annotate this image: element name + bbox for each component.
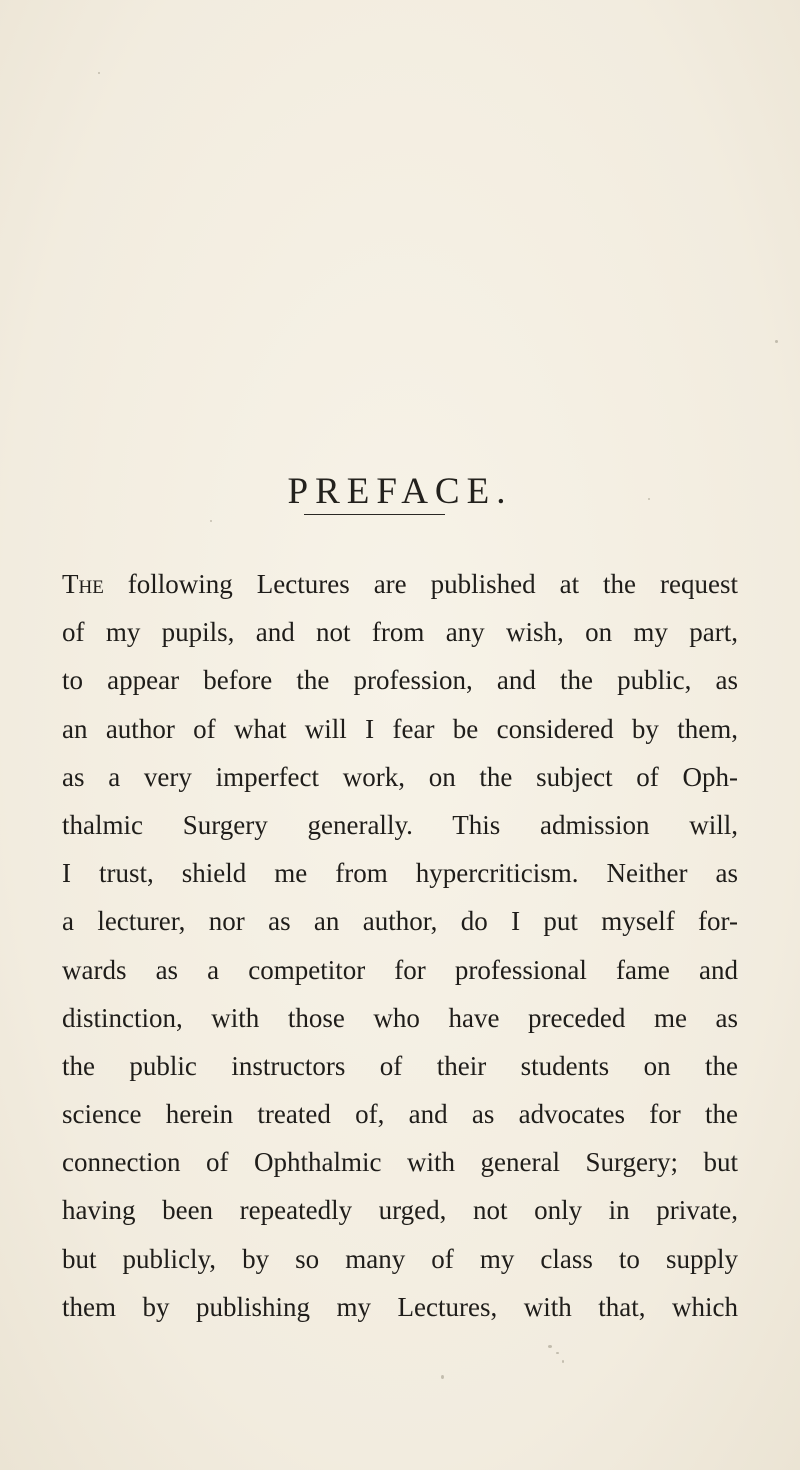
text-line: an author of what will I fear be considered by them, [62, 713, 738, 744]
text-line: as a very imperfect work, on the subject of Oph- [62, 761, 738, 792]
paper-speck [441, 1375, 444, 1379]
text-line: them by publishing my Lectures, with that, which [62, 1291, 738, 1322]
paper-speck [648, 498, 650, 500]
text-line: science herein treated of, and as advocates for the [62, 1099, 738, 1130]
text-line: I trust, shield me from hypercriticism. Neither as [62, 858, 738, 889]
paper-speck [98, 72, 100, 74]
text-line: a lecturer, nor as an author, do I put myself for- [62, 906, 738, 937]
first-line-text: following Lectures are published at the request [103, 569, 738, 599]
text-line: but publicly, by so many of my class to supply [62, 1243, 738, 1274]
paper-speck [548, 1345, 552, 1348]
text-line: wards as a competitor for professional fame and [62, 954, 738, 985]
text-line: thalmic Surgery generally. This admission will, [62, 809, 738, 840]
paper-speck [556, 1352, 559, 1354]
text-line: having been repeatedly urged, not only in private, [62, 1195, 738, 1226]
paper-speck [562, 1360, 564, 1363]
paper-speck [210, 520, 212, 522]
text-line: the public instructors of their students on the [62, 1050, 738, 1081]
text-line [62, 560, 738, 608]
heading-rule [304, 514, 445, 515]
text-line: to appear before the profession, and the public, as [62, 665, 738, 696]
text-line: distinction, with those who have preceded me as [62, 1002, 738, 1033]
preface-heading: PREFACE. [287, 471, 513, 512]
drop-word: The [62, 569, 104, 599]
text-line: connection of Ophthalmic with general Surgery; but [62, 1147, 738, 1178]
text-line: of my pupils, and not from any wish, on my part, [62, 617, 738, 648]
paper-speck [775, 340, 778, 343]
preface-body [62, 560, 738, 1331]
